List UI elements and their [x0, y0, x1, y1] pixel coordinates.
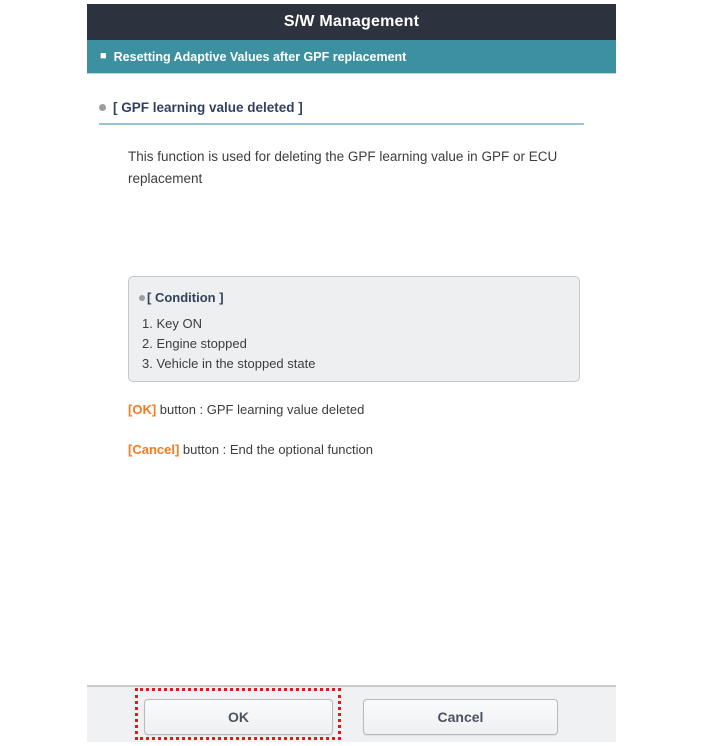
function-heading-label: [ GPF learning value deleted ] — [113, 100, 303, 115]
page-title: S/W Management — [283, 13, 420, 30]
cancel-note-key: [Cancel] — [128, 442, 180, 457]
sw-management-panel — [87, 0, 616, 746]
footer-button-bar — [87, 685, 616, 742]
condition-box — [128, 276, 580, 382]
cancel-note — [128, 442, 373, 457]
condition-item: 1. Key ON — [142, 316, 202, 331]
cancel-button[interactable]: Cancel — [363, 699, 558, 735]
ok-note-key: [OK] — [128, 402, 157, 417]
condition-title — [139, 290, 567, 305]
cancel-note-text: button : End the optional function — [179, 442, 373, 457]
title-bar — [87, 4, 616, 40]
section-header-label: Resetting Adaptive Values after GPF replacement — [113, 49, 407, 64]
square-bullet-icon: ■ — [100, 50, 107, 62]
condition-item: 2. Engine stopped — [142, 336, 247, 351]
dot-bullet-icon — [139, 295, 145, 301]
function-heading — [99, 100, 584, 125]
condition-title-label: [ Condition ] — [147, 290, 224, 305]
ok-note-text: button : GPF learning value deleted — [156, 402, 365, 417]
ok-button[interactable]: OK — [144, 699, 333, 735]
condition-item: 3. Vehicle in the stopped state — [142, 356, 316, 371]
section-header-bar — [87, 40, 616, 74]
ok-note — [128, 402, 364, 417]
dot-bullet-icon — [99, 104, 106, 111]
function-description: This function is used for deleting the GPF learning value in GPF or ECU replacement — [128, 149, 558, 186]
